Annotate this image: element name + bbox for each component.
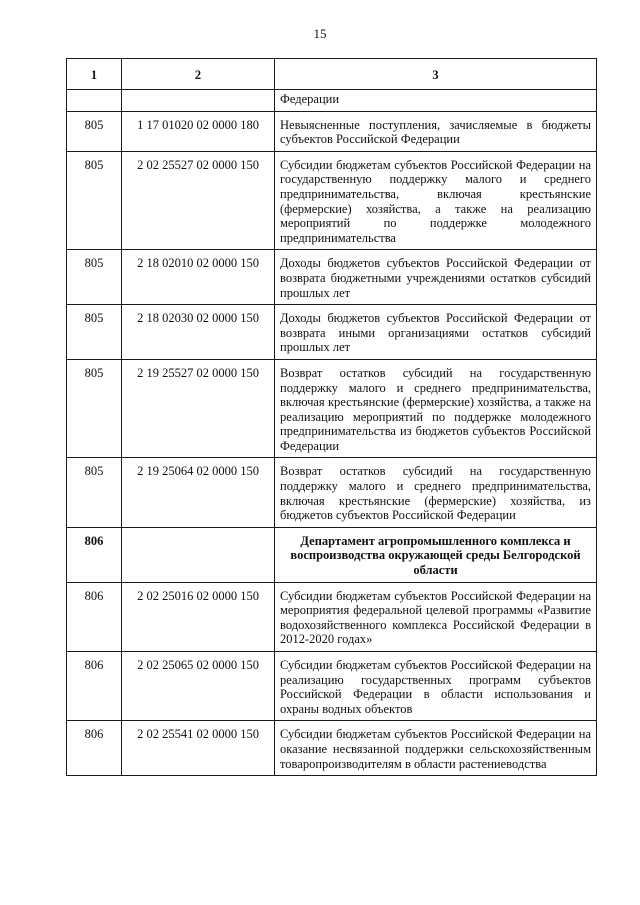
admin-code-cell: 805 (67, 250, 122, 305)
table-row (67, 90, 597, 112)
table-row (67, 721, 597, 776)
table-header-row (67, 59, 597, 90)
description-cell: Доходы бюджетов субъектов Российской Федерации от возврата бюджетными учреждениями остатков субсидий прошлых лет (275, 250, 597, 305)
revenue-code-cell: 1 17 01020 02 0000 180 (122, 111, 275, 151)
table-row (67, 652, 597, 721)
revenue-code-cell: 2 19 25064 02 0000 150 (122, 458, 275, 527)
admin-code-cell: 805 (67, 458, 122, 527)
table-row-department (67, 527, 597, 582)
column-header-2: 2 (122, 59, 275, 90)
description-cell: Возврат остатков субсидий на государственную поддержку малого и среднего предпринимательства, включая крестьянские (фермерские) хозяйства, из бюджетов субъектов Российской Федерации (275, 458, 597, 527)
description-cell: Федерации (275, 90, 597, 112)
description-cell: Невыясненные поступления, зачисляемые в бюджеты субъектов Российской Федерации (275, 111, 597, 151)
description-cell: Субсидии бюджетам субъектов Российской Федерации на государственную поддержку малого и среднего предпринимательства, включая крестьянские (фермерские) хозяйства, а также на реализацию мероприятий по поддержке молодежного предпринимательства (275, 151, 597, 250)
revenue-code-cell: 2 02 25527 02 0000 150 (122, 151, 275, 250)
table-row (67, 151, 597, 250)
revenue-code-cell (122, 527, 275, 582)
admin-code-cell: 805 (67, 305, 122, 360)
revenue-code-cell: 2 02 25541 02 0000 150 (122, 721, 275, 776)
revenue-code-cell: 2 18 02030 02 0000 150 (122, 305, 275, 360)
table-row (67, 305, 597, 360)
table-row (67, 359, 597, 458)
description-cell: Возврат остатков субсидий на государственную поддержку малого и среднего предпринимательства, включая крестьянские (фермерские) хозяйства, а также на реализацию мероприятий по поддержке молодежного предпринимательства из бюджетов субъектов Российской Федерации (275, 359, 597, 458)
admin-code-cell: 806 (67, 527, 122, 582)
admin-code-cell: 805 (67, 359, 122, 458)
revenue-code-cell (122, 90, 275, 112)
admin-code-cell: 806 (67, 582, 122, 651)
column-header-3: 3 (275, 59, 597, 90)
admin-code-cell (67, 90, 122, 112)
revenue-code-cell: 2 02 25065 02 0000 150 (122, 652, 275, 721)
admin-code-cell: 805 (67, 151, 122, 250)
admin-code-cell: 805 (67, 111, 122, 151)
page-number: 15 (313, 26, 327, 41)
table-row (67, 458, 597, 527)
description-cell: Субсидии бюджетам субъектов Российской Федерации на мероприятия федеральной целевой программы «Развитие водохозяйственного комплекса Российской Федерации в 2012-2020 годах» (275, 582, 597, 651)
revenue-codes-table (66, 58, 597, 776)
revenue-code-cell: 2 18 02010 02 0000 150 (122, 250, 275, 305)
description-cell: Субсидии бюджетам субъектов Российской Федерации на оказание несвязанной поддержки сельскохозяйственным товаропроизводителям в области растениеводства (275, 721, 597, 776)
admin-code-cell: 806 (67, 652, 122, 721)
revenue-code-cell: 2 19 25527 02 0000 150 (122, 359, 275, 458)
table-row (67, 582, 597, 651)
admin-code-cell: 806 (67, 721, 122, 776)
table-row (67, 111, 597, 151)
description-cell: Субсидии бюджетам субъектов Российской Федерации на реализацию государственных программ субъектов Российской Федерации в области использования и охраны водных объектов (275, 652, 597, 721)
revenue-code-cell: 2 02 25016 02 0000 150 (122, 582, 275, 651)
department-name-cell: Департамент агропромышленного комплекса и воспроизводства окружающей среды Белгородской области (275, 527, 597, 582)
table-row (67, 250, 597, 305)
column-header-1: 1 (67, 59, 122, 90)
description-cell: Доходы бюджетов субъектов Российской Федерации от возврата иными организациями остатков субсидий прошлых лет (275, 305, 597, 360)
